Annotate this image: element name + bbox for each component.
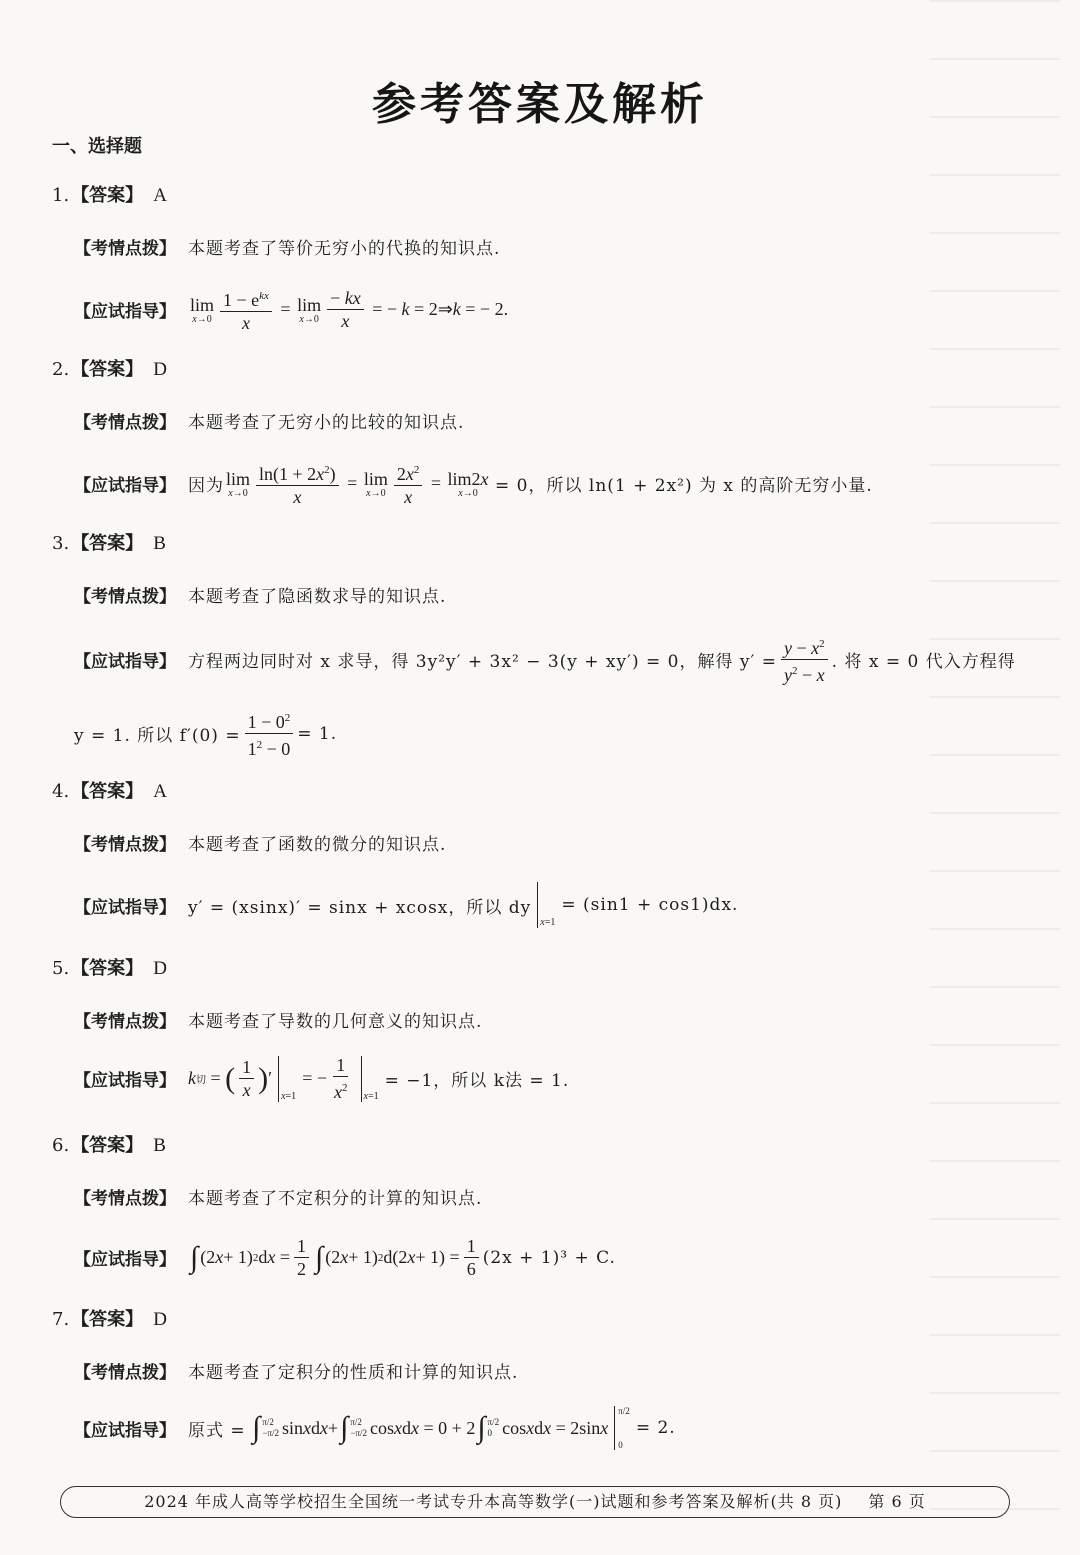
guide-row: 【应试指导】 原式 = ∫ π/2 −π/2 sin x d x + ∫ π/2 −π/2 cos x d x = 0 + 2 ∫ π/2 0 cos x d x = 2sin x π/2 0 = 2. <box>74 1406 676 1450</box>
formula: ∫ (2 x + 1) 2 d x = $\frac{1}{2}$ ∫ (2 x + 1) 2 d(2 x + 1) = $\frac{1}{6}$ <box>188 1236 483 1279</box>
answer-value: D <box>153 958 167 979</box>
key-point-row: 【考情点拨】 本题考查了等价无穷小的代换的知识点. <box>74 239 501 259</box>
key-point-row: 【考情点拨】 本题考查了隐函数求导的知识点. <box>74 587 447 607</box>
guide-row: 【应试指导】 y′ = (xsinx)′ = sinx + xcosx，所以 dy x=1 = (sin1 + cos1)dx. <box>74 882 738 928</box>
formula: k 切 = ( $\frac{1}{x}$ ) ′ x=1 = − $\frac{1}{x^2}$ x=1 <box>188 1055 379 1102</box>
formula: $\frac{1 - 0^2}{1^2 - 0}$ <box>241 708 298 759</box>
question-1 <box>52 182 1032 333</box>
formula: $\frac{y - x^2}{y^2 - x}$ <box>777 634 832 685</box>
formula: ∫ π/2 −π/2 sin x d x + ∫ π/2 −π/2 cos x d x = 0 + 2 ∫ π/2 0 cos x d x = 2sin x π/2 0 <box>252 1406 630 1450</box>
answer-line: 6. 【答案】 B <box>52 1135 166 1156</box>
guide-row-continued: y = 1. 所以 f′(0) = $\frac{1 - 0^2}{1^2 - 0}$ = 1. <box>74 708 337 759</box>
answer-value: B <box>153 1135 166 1156</box>
answer-value: D <box>153 1309 167 1330</box>
section-heading: 一、选择题 <box>52 136 142 157</box>
answer-line: 5. 【答案】 D <box>52 958 167 979</box>
formula: lim x→0 $\frac{1 - e^{kx}}{x}$ = lim x→0 $\frac{- kx}{x}$ = − k = 2⇒ k = − 2. <box>190 288 509 333</box>
answer-value: A <box>153 781 167 802</box>
answer-line: 1. 【答案】 A <box>52 185 167 206</box>
guide-row: 【应试指导】 lim x→0 $\frac{1 - e^{kx}}{x}$ = lim x→0 $\frac{- kx}{x}$ = − k = 2⇒ k = − 2. <box>74 288 509 333</box>
formula: x=1 <box>531 882 561 928</box>
question-7 <box>52 1306 1032 1450</box>
question-4 <box>52 778 1032 928</box>
question-5 <box>52 955 1032 1102</box>
answer-line: 4. 【答案】 A <box>52 781 167 802</box>
guide-row: 【应试指导】 因为 lim x→0 $\frac{\ln(1 + 2x^2)}{x}$ = lim x→0 $\frac{2x^2}{x}$ = lim2x x→0 = 0，所以 ln(1 + 2x²) 为 x 的高阶无穷小量. <box>74 460 873 507</box>
answer-value: B <box>153 533 166 554</box>
key-point-row: 【考情点拨】 本题考查了定积分的性质和计算的知识点. <box>74 1363 519 1383</box>
answer-line: 7. 【答案】 D <box>52 1309 167 1330</box>
question-2 <box>52 356 1032 507</box>
page-footer <box>60 1486 1010 1518</box>
page-title: 参考答案及解析 <box>372 79 708 130</box>
page-number: 第 6 页 <box>868 1492 926 1511</box>
guide-row: 【应试指导】 ∫ (2 x + 1) 2 d x = $\frac{1}{2}$ ∫ (2 x + 1) 2 d(2 x + 1) = $\frac{1}{6}$ (2x + 1)³ + C. <box>74 1236 616 1279</box>
answer-line: 2. 【答案】 D <box>52 359 167 380</box>
key-point-row: 【考情点拨】 本题考查了不定积分的计算的知识点. <box>74 1189 483 1209</box>
key-point-row: 【考情点拨】 本题考查了函数的微分的知识点. <box>74 835 447 855</box>
question-3 <box>52 530 1032 759</box>
answer-value: A <box>153 185 167 206</box>
guide-row: 【应试指导】 方程两边同时对 x 求导，得 3y²y′ + 3x² − 3(y + xy′) = 0，解得 y′ = $\frac{y - x^2}{y^2 - x}$ . 将 x = 0 代入方程得 <box>74 634 1016 685</box>
key-point-row: 【考情点拨】 本题考查了导数的几何意义的知识点. <box>74 1012 483 1032</box>
question-6 <box>52 1132 1032 1279</box>
answer-line: 3. 【答案】 B <box>52 533 166 554</box>
answer-value: D <box>153 359 167 380</box>
formula: lim x→0 $\frac{\ln(1 + 2x^2)}{x}$ = lim x→0 $\frac{2x^2}{x}$ = lim2x x→0 <box>224 460 495 507</box>
guide-row: 【应试指导】 k 切 = ( $\frac{1}{x}$ ) ′ x=1 = − $\frac{1}{x^2}$ x=1 = −1，所以 k法 = 1. <box>74 1055 570 1102</box>
footer-text: 2024 年成人高等学校招生全国统一考试专升本高等数学(一)试题和参考答案及解析(共 8 页) <box>144 1492 843 1511</box>
key-point-row: 【考情点拨】 本题考查了无穷小的比较的知识点. <box>74 413 465 433</box>
